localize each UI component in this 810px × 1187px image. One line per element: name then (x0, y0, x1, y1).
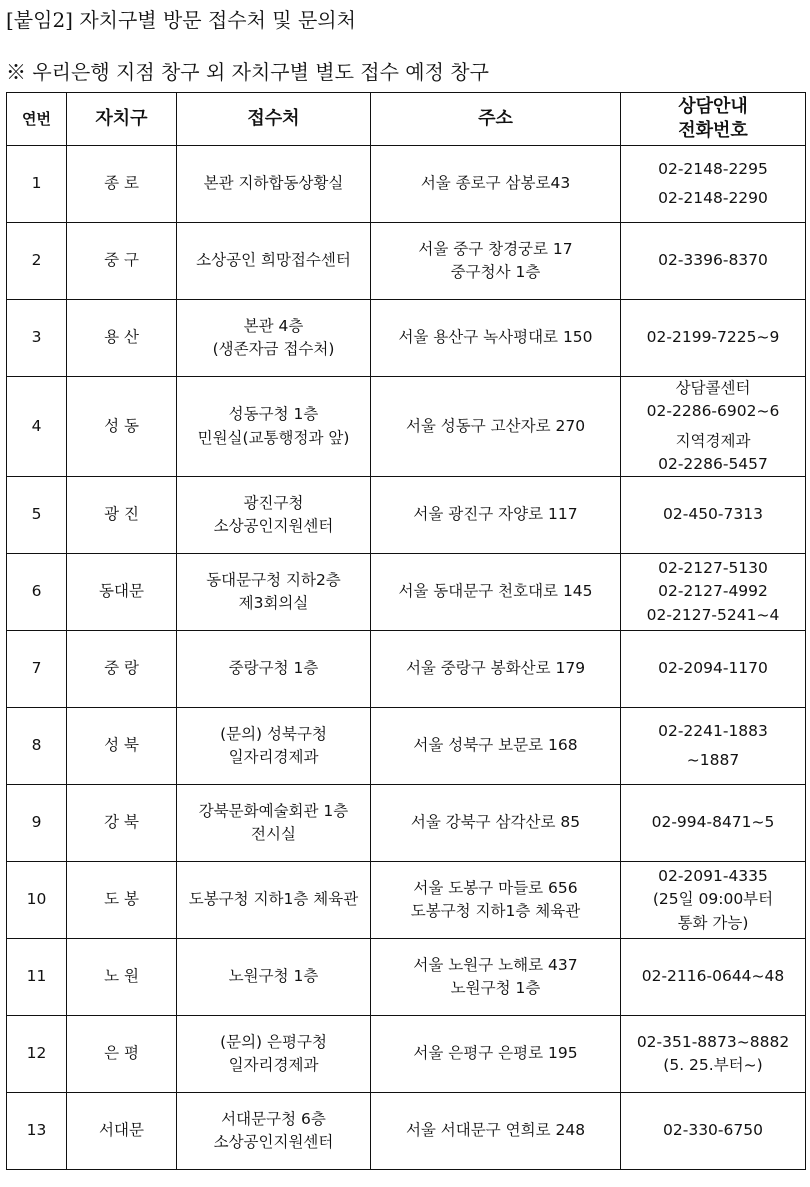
phone-line: 02-2286-6902~6 (646, 402, 780, 421)
table-row (7, 477, 806, 554)
phone-line: 상담콜센터 (675, 379, 751, 397)
header-phone-line1: 상담안내 (678, 95, 748, 117)
header-office: 접수처 (177, 93, 371, 146)
district-cell: 강 북 (67, 785, 177, 862)
table-row (7, 1093, 806, 1170)
phone-line: 통화 가능) (677, 913, 749, 932)
no-cell: 1 (7, 146, 67, 223)
phone-line: 02-2199-7225~9 (646, 328, 780, 347)
phone-line: ~1887 (686, 751, 740, 769)
office-cell (177, 377, 371, 477)
address-line: 노원구청 1층 (450, 979, 541, 997)
office-cell (177, 939, 371, 1016)
office-line: 소상공인 희망접수센터 (196, 251, 351, 270)
address-cell (371, 1093, 621, 1170)
phone-cell (621, 554, 806, 631)
no-cell: 5 (7, 477, 67, 554)
header-district: 자치구 (67, 93, 177, 146)
table-row (7, 631, 806, 708)
district-cell: 성 동 (67, 377, 177, 477)
header-phone (621, 93, 806, 146)
address-line: 서울 강북구 삼각산로 85 (410, 813, 581, 832)
office-line: 노원구청 1층 (228, 967, 319, 986)
district-cell: 성 북 (67, 708, 177, 785)
phone-cell (621, 939, 806, 1016)
address-line: 서울 동대문구 천호대로 145 (398, 582, 593, 601)
address-cell (371, 1016, 621, 1093)
address-line: 서울 중랑구 봉화산로 179 (405, 659, 586, 678)
address-cell (371, 708, 621, 785)
phone-cell (621, 1093, 806, 1170)
district-cell: 동대문 (67, 554, 177, 631)
district-cell: 용 산 (67, 300, 177, 377)
no-cell: 4 (7, 377, 67, 477)
address-cell (371, 862, 621, 939)
office-line: 중랑구청 1층 (228, 659, 319, 678)
address-line: 서울 용산구 녹사평대로 150 (398, 328, 593, 347)
office-cell (177, 554, 371, 631)
no-cell: 12 (7, 1016, 67, 1093)
no-cell: 2 (7, 223, 67, 300)
office-cell (177, 300, 371, 377)
no-cell: 13 (7, 1093, 67, 1170)
no-cell: 8 (7, 708, 67, 785)
phone-line: 02-450-7313 (663, 505, 763, 524)
district-cell: 은 평 (67, 1016, 177, 1093)
phone-line: 02-994-8471~5 (651, 813, 775, 832)
address-line: 서울 성북구 보문로 168 (413, 736, 578, 755)
address-line: 중구청사 1층 (450, 263, 541, 281)
phone-cell (621, 477, 806, 554)
district-cell: 서대문 (67, 1093, 177, 1170)
header-address: 주소 (371, 93, 621, 146)
address-cell (371, 785, 621, 862)
address-line: 서울 노원구 노해로 437 (413, 955, 578, 974)
phone-line: 02-2286-5457 (658, 454, 768, 473)
phone-cell (621, 631, 806, 708)
office-line: 서대문구청 6층 (221, 1109, 326, 1128)
phone-line: 02-2241-1883 (658, 721, 768, 740)
district-cell: 중 랑 (67, 631, 177, 708)
office-line: (문의) 은평구청 (220, 1032, 327, 1051)
office-line: 소상공인지원센터 (213, 1133, 334, 1151)
district-cell: 중 구 (67, 223, 177, 300)
address-cell (371, 146, 621, 223)
no-cell: 3 (7, 300, 67, 377)
office-line: 동대문구청 지하2층 (206, 570, 341, 589)
table-row (7, 554, 806, 631)
address-line: 서울 은평구 은평로 195 (413, 1044, 578, 1063)
phone-cell (621, 377, 806, 477)
office-table (6, 92, 806, 1170)
document-title: [붙임2] 자치구별 방문 접수처 및 문의처 (6, 8, 356, 32)
phone-line: 02-330-6750 (663, 1121, 763, 1140)
header-phone-line2: 전화번호 (678, 120, 748, 141)
office-cell (177, 477, 371, 554)
phone-line: 02-2148-2290 (658, 189, 768, 207)
office-line: 일자리경제과 (228, 748, 319, 766)
address-cell (371, 939, 621, 1016)
phone-line: (5. 25.부터~) (663, 1056, 763, 1074)
office-line: 본관 지하합동상황실 (203, 174, 344, 193)
address-line: 서울 성동구 고산자로 270 (405, 416, 586, 435)
office-line: (생존자금 접수처) (212, 340, 335, 358)
phone-line: 02-2091-4335 (658, 867, 768, 886)
phone-cell (621, 708, 806, 785)
address-cell (371, 223, 621, 300)
header-no: 연번 (7, 93, 67, 146)
address-cell (371, 300, 621, 377)
address-cell (371, 377, 621, 477)
address-line: 서울 종로구 삼봉로43 (420, 174, 571, 193)
office-line: 도봉구청 지하1층 체육관 (188, 890, 359, 909)
phone-cell (621, 785, 806, 862)
phone-line: (25일 09:00부터 (652, 890, 774, 909)
office-line: 광진구청 (243, 493, 304, 512)
address-cell (371, 477, 621, 554)
office-cell (177, 1093, 371, 1170)
phone-cell (621, 862, 806, 939)
office-line: 제3회의실 (238, 594, 309, 612)
no-cell: 9 (7, 785, 67, 862)
phone-line: 02-2094-1170 (658, 659, 768, 678)
office-cell (177, 223, 371, 300)
office-line: 본관 4층 (243, 316, 304, 335)
office-line: 민원실(교통행정과 앞) (197, 428, 350, 447)
office-line: 소상공인지원센터 (213, 517, 334, 535)
no-cell: 6 (7, 554, 67, 631)
office-line: (문의) 성북구청 (220, 724, 327, 743)
office-line: 전시실 (251, 825, 296, 843)
no-cell: 7 (7, 631, 67, 708)
address-line: 서울 중구 창경궁로 17 (418, 239, 573, 258)
table-header-row (7, 93, 806, 146)
phone-line: 02-351-8873~8882 (636, 1032, 790, 1051)
district-cell: 노 원 (67, 939, 177, 1016)
address-line: 도봉구청 지하1층 체육관 (410, 902, 581, 920)
phone-line: 02-3396-8370 (658, 251, 768, 270)
table-row (7, 1016, 806, 1093)
table-row (7, 862, 806, 939)
office-cell (177, 862, 371, 939)
office-line: 강북문화예술회관 1층 (198, 801, 349, 820)
phone-line: 02-2127-5241~4 (646, 605, 780, 624)
phone-cell (621, 300, 806, 377)
table-row (7, 708, 806, 785)
phone-line: 02-2116-0644~48 (641, 967, 785, 986)
phone-line: 02-2148-2295 (658, 159, 768, 178)
no-cell: 11 (7, 939, 67, 1016)
phone-line: 지역경제과 (675, 431, 751, 450)
address-line: 서울 서대문구 연희로 248 (405, 1121, 586, 1140)
phone-cell (621, 1016, 806, 1093)
table-row (7, 146, 806, 223)
address-line: 서울 광진구 자양로 117 (413, 505, 578, 524)
address-cell (371, 554, 621, 631)
office-cell (177, 631, 371, 708)
office-cell (177, 1016, 371, 1093)
office-cell (177, 146, 371, 223)
table-row (7, 377, 806, 477)
phone-cell (621, 146, 806, 223)
table-row (7, 223, 806, 300)
address-cell (371, 631, 621, 708)
phone-cell (621, 223, 806, 300)
district-cell: 도 봉 (67, 862, 177, 939)
table-row (7, 300, 806, 377)
no-cell: 10 (7, 862, 67, 939)
office-line: 성동구청 1층 (228, 405, 319, 424)
office-cell (177, 785, 371, 862)
table-body (7, 146, 806, 1170)
office-cell (177, 708, 371, 785)
address-line: 서울 도봉구 마들로 656 (413, 878, 578, 897)
phone-line: 02-2127-5130 (658, 559, 768, 578)
phone-line: 02-2127-4992 (658, 582, 768, 601)
document-subtitle: ※ 우리은행 지점 창구 외 자치구별 별도 접수 예정 창구 (6, 60, 489, 84)
district-cell: 종 로 (67, 146, 177, 223)
office-line: 일자리경제과 (228, 1056, 319, 1074)
table-row (7, 939, 806, 1016)
table-row (7, 785, 806, 862)
district-cell: 광 진 (67, 477, 177, 554)
